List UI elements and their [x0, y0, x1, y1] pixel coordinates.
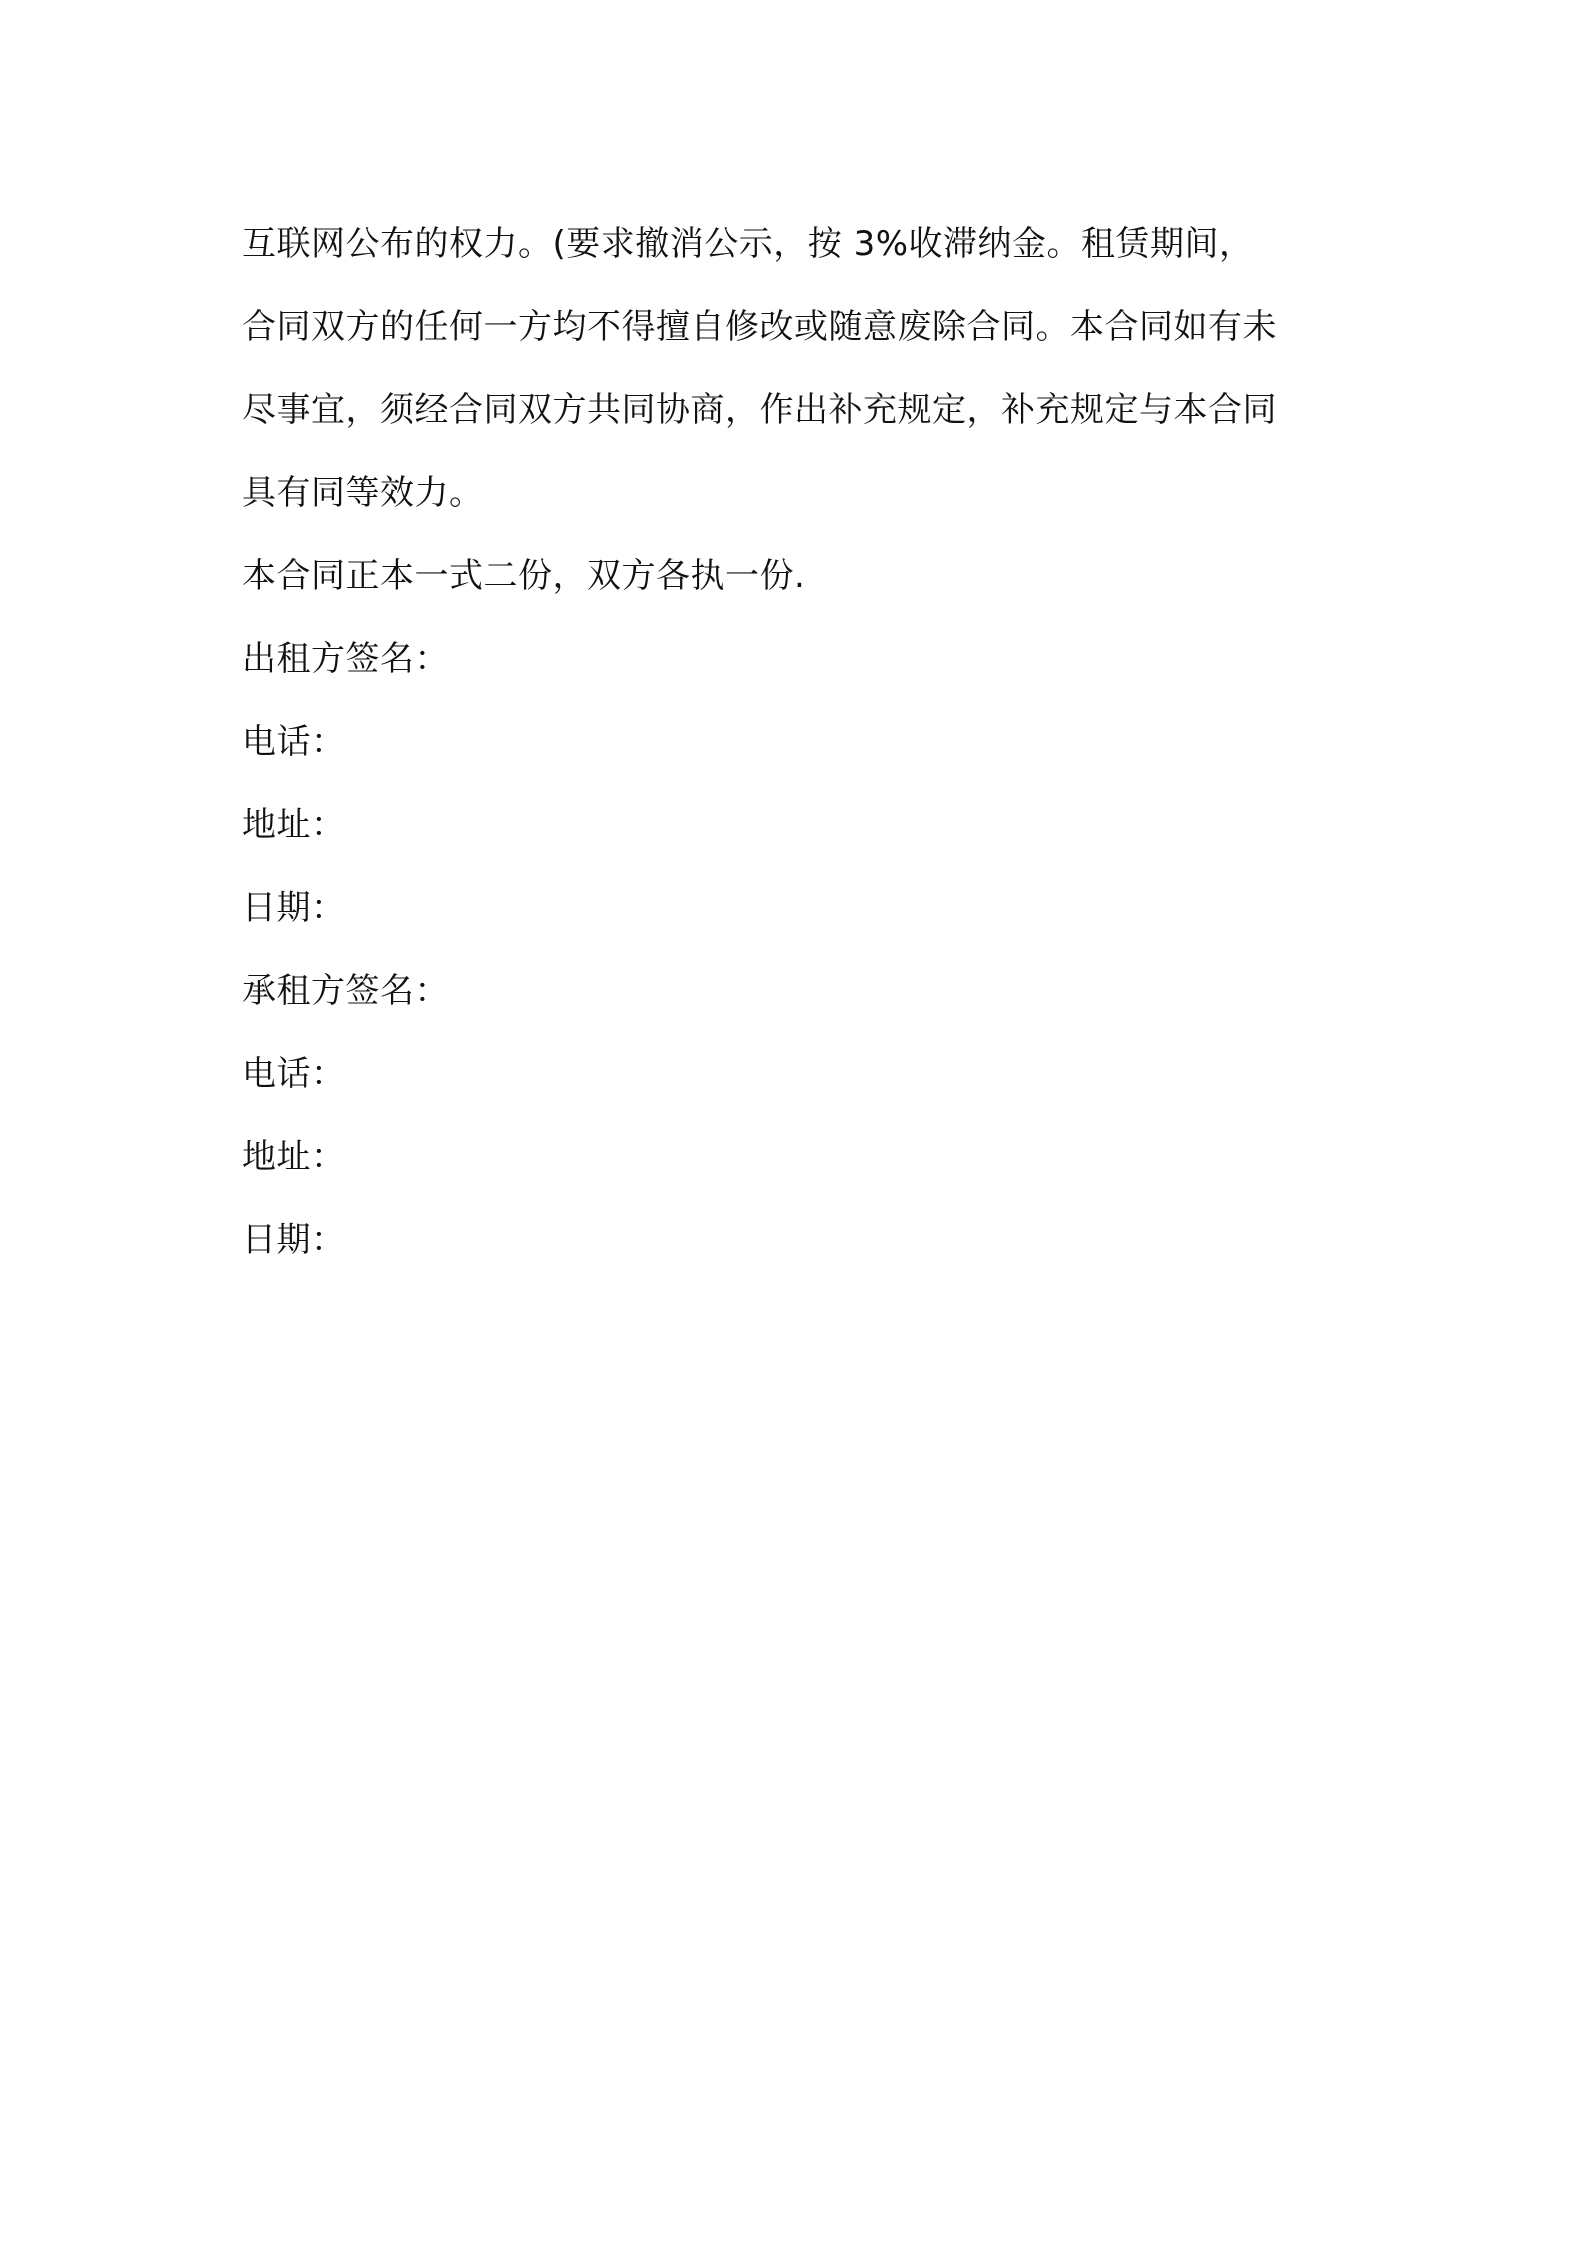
contract-terms-paragraph — [242, 203, 1362, 535]
lessor-date-label: 日期： — [242, 888, 346, 928]
document-body — [242, 203, 1362, 1282]
lessee-signature-label: 承租方签名： — [242, 971, 449, 1011]
paragraph-line: 具有同等效力。 — [242, 473, 484, 513]
lessee-section — [242, 950, 1362, 1282]
copies-statement: 本合同正本一式二份，双方各执一份. — [242, 556, 806, 596]
lessee-date-label: 日期： — [242, 1220, 346, 1260]
lessor-signature-label: 出租方签名： — [242, 639, 449, 679]
lessor-phone-label: 电话： — [242, 722, 346, 762]
paragraph-line: 合同双方的任何一方均不得擅自修改或随意废除合同。本合同如有未 — [242, 307, 1277, 347]
lessee-address-label: 地址： — [242, 1137, 346, 1177]
paragraph-line: 互联网公布的权力。(要求撤消公示，按 3%收滞纳金。租赁期间， — [242, 224, 1254, 264]
lessee-phone-label: 电话： — [242, 1054, 346, 1094]
lessor-section — [242, 618, 1362, 950]
paragraph-line: 尽事宜，须经合同双方共同协商，作出补充规定，补充规定与本合同 — [242, 390, 1277, 430]
lessor-address-label: 地址： — [242, 805, 346, 845]
